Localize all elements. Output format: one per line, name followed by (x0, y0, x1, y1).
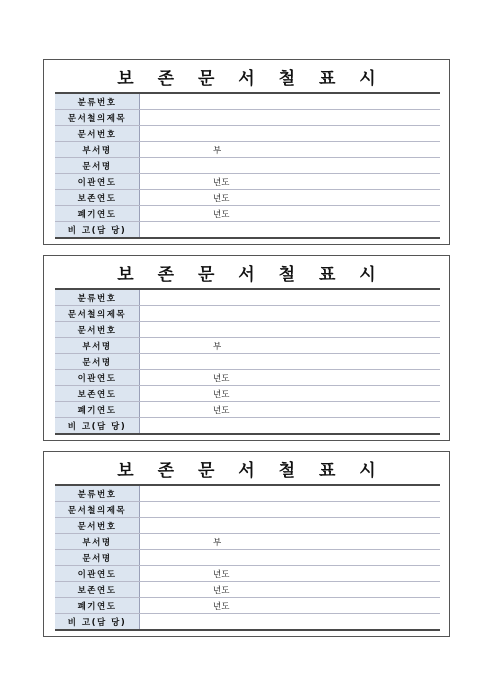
row-label: 폐기연도 (55, 598, 140, 614)
table-row (55, 142, 440, 158)
row-label: 분류번호 (55, 93, 140, 110)
row-label: 문서명 (55, 354, 140, 370)
row-value-cell[interactable] (140, 418, 441, 435)
row-label: 부서명 (55, 142, 140, 158)
row-label: 문서철의제목 (55, 502, 140, 518)
row-value-cell[interactable] (140, 598, 441, 614)
card-title: 보 존 문 서 철 표 시 (117, 461, 385, 481)
row-label: 비 고(담 당) (55, 222, 140, 239)
row-value-cell[interactable] (140, 386, 441, 402)
row-value-cell[interactable] (140, 566, 441, 582)
label-card-2 (43, 255, 450, 441)
row-label: 이관연도 (55, 566, 140, 582)
row-value-cell[interactable] (140, 354, 441, 370)
table-row (55, 518, 440, 534)
row-value-cell[interactable] (140, 518, 441, 534)
row-label: 문서명 (55, 158, 140, 174)
table-row (55, 614, 440, 631)
label-card-3 (43, 451, 450, 637)
row-label: 폐기연도 (55, 402, 140, 418)
row-label: 비 고(담 당) (55, 418, 140, 435)
row-label: 이관연도 (55, 370, 140, 386)
row-value: 년도 (213, 569, 230, 580)
row-value-cell[interactable] (140, 126, 441, 142)
row-label: 보존연도 (55, 190, 140, 206)
row-label: 분류번호 (55, 289, 140, 306)
table-row (55, 502, 440, 518)
card-title: 보 존 문 서 철 표 시 (117, 69, 385, 89)
row-value-cell[interactable] (140, 534, 441, 550)
row-value-cell[interactable] (140, 142, 441, 158)
row-value-cell[interactable] (140, 550, 441, 566)
row-value-cell[interactable] (140, 110, 441, 126)
row-value: 년도 (213, 389, 230, 400)
table-row (55, 598, 440, 614)
row-value: 년도 (213, 193, 230, 204)
table-row (55, 338, 440, 354)
table-row (55, 418, 440, 435)
table-row (55, 174, 440, 190)
table-row (55, 386, 440, 402)
row-value-cell[interactable] (140, 402, 441, 418)
table-row (55, 354, 440, 370)
row-value-cell[interactable] (140, 190, 441, 206)
row-value: 년도 (213, 209, 230, 220)
table-row (55, 93, 440, 110)
table-row (55, 370, 440, 386)
row-value-cell[interactable] (140, 206, 441, 222)
row-value: 부 (213, 341, 222, 352)
row-value-cell[interactable] (140, 93, 441, 110)
row-label: 문서명 (55, 550, 140, 566)
row-value-cell[interactable] (140, 485, 441, 502)
row-value: 부 (213, 145, 222, 156)
table-row (55, 402, 440, 418)
table-row (55, 126, 440, 142)
row-label: 이관연도 (55, 174, 140, 190)
row-label: 문서번호 (55, 322, 140, 338)
table-row (55, 566, 440, 582)
row-value-cell[interactable] (140, 322, 441, 338)
table-row (55, 306, 440, 322)
row-label: 문서철의제목 (55, 110, 140, 126)
table-row (55, 190, 440, 206)
row-value-cell[interactable] (140, 174, 441, 190)
row-label: 문서번호 (55, 518, 140, 534)
row-value-cell[interactable] (140, 502, 441, 518)
row-value-cell[interactable] (140, 306, 441, 322)
row-value-cell[interactable] (140, 370, 441, 386)
row-value: 년도 (213, 405, 230, 416)
table-row (55, 322, 440, 338)
info-table (55, 484, 440, 631)
table-row (55, 550, 440, 566)
table-row (55, 534, 440, 550)
row-value-cell[interactable] (140, 614, 441, 631)
row-label: 부서명 (55, 534, 140, 550)
row-label: 비 고(담 당) (55, 614, 140, 631)
table-row (55, 289, 440, 306)
row-label: 문서철의제목 (55, 306, 140, 322)
table-row (55, 485, 440, 502)
card-title: 보 존 문 서 철 표 시 (117, 265, 385, 285)
row-value: 년도 (213, 601, 230, 612)
row-value-cell[interactable] (140, 582, 441, 598)
table-row (55, 110, 440, 126)
row-value: 년도 (213, 177, 230, 188)
row-label: 보존연도 (55, 386, 140, 402)
table-row (55, 222, 440, 239)
info-table (55, 92, 440, 239)
table-row (55, 158, 440, 174)
row-value: 년도 (213, 585, 230, 596)
row-label: 폐기연도 (55, 206, 140, 222)
row-label: 부서명 (55, 338, 140, 354)
row-value-cell[interactable] (140, 158, 441, 174)
row-label: 분류번호 (55, 485, 140, 502)
table-row (55, 206, 440, 222)
info-table (55, 288, 440, 435)
row-value: 부 (213, 537, 222, 548)
label-card-1 (43, 59, 450, 245)
row-value-cell[interactable] (140, 289, 441, 306)
row-value-cell[interactable] (140, 338, 441, 354)
row-label: 보존연도 (55, 582, 140, 598)
table-row (55, 582, 440, 598)
row-label: 문서번호 (55, 126, 140, 142)
row-value: 년도 (213, 373, 230, 384)
row-value-cell[interactable] (140, 222, 441, 239)
